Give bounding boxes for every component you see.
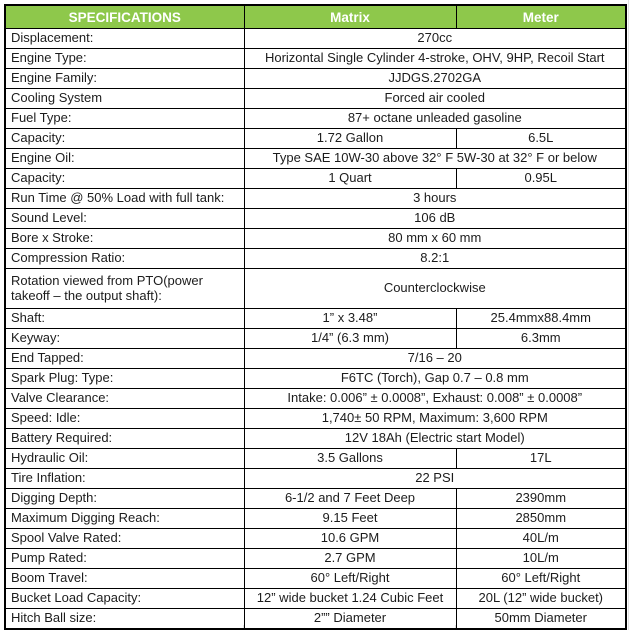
- spec-label: Spool Valve Rated:: [5, 529, 244, 549]
- spec-label: Valve Clearance:: [5, 389, 244, 409]
- table-row: [5, 229, 626, 249]
- spec-value-matrix: 1/4” (6.3 mm): [244, 329, 456, 349]
- spec-label: Engine Type:: [5, 49, 244, 69]
- spec-value-matrix: 2.7 GPM: [244, 549, 456, 569]
- spec-value-meter: 6.5L: [456, 129, 626, 149]
- table-row: [5, 429, 626, 449]
- spec-value-meter: 60° Left/Right: [456, 569, 626, 589]
- spec-value-combined: 270cc: [244, 29, 626, 49]
- spec-value-combined: 1,740± 50 RPM, Maximum: 3,600 RPM: [244, 409, 626, 429]
- spec-value-meter: 2390mm: [456, 489, 626, 509]
- table-row: [5, 149, 626, 169]
- spec-value-matrix: 3.5 Gallons: [244, 449, 456, 469]
- spec-value-combined: 8.2:1: [244, 249, 626, 269]
- spec-value-combined: 3 hours: [244, 189, 626, 209]
- table-row: [5, 569, 626, 589]
- spec-label: Spark Plug: Type:: [5, 369, 244, 389]
- spec-label: Shaft:: [5, 309, 244, 329]
- spec-value-combined: Forced air cooled: [244, 89, 626, 109]
- header-specifications: SPECIFICATIONS: [5, 5, 244, 29]
- table-row: [5, 49, 626, 69]
- table-row: [5, 309, 626, 329]
- spec-value-combined: 7/16 – 20: [244, 349, 626, 369]
- spec-value-combined: JJDGS.2702GA: [244, 69, 626, 89]
- table-row: [5, 329, 626, 349]
- spec-value-combined: F6TC (Torch), Gap 0.7 – 0.8 mm: [244, 369, 626, 389]
- table-header-row: [5, 5, 626, 29]
- table-row: [5, 389, 626, 409]
- spec-value-combined: 12V 18Ah (Electric start Model): [244, 429, 626, 449]
- spec-value-combined: 22 PSI: [244, 469, 626, 489]
- spec-label: Cooling System: [5, 89, 244, 109]
- spec-value-matrix: 60° Left/Right: [244, 569, 456, 589]
- spec-label: Capacity:: [5, 129, 244, 149]
- table-row: [5, 89, 626, 109]
- spec-label: Fuel Type:: [5, 109, 244, 129]
- header-matrix: Matrix: [244, 5, 456, 29]
- table-row: [5, 469, 626, 489]
- spec-value-matrix: 2”” Diameter: [244, 609, 456, 630]
- table-row: [5, 449, 626, 469]
- table-row: [5, 249, 626, 269]
- spec-value-matrix: 6-1/2 and 7 Feet Deep: [244, 489, 456, 509]
- table-row: [5, 269, 626, 309]
- spec-label: Engine Oil:: [5, 149, 244, 169]
- spec-table-body: [5, 29, 626, 630]
- spec-label: Speed: Idle:: [5, 409, 244, 429]
- spec-label: Capacity:: [5, 169, 244, 189]
- spec-label: Pump Rated:: [5, 549, 244, 569]
- spec-value-matrix: 1.72 Gallon: [244, 129, 456, 149]
- table-row: [5, 489, 626, 509]
- table-row: [5, 209, 626, 229]
- header-meter: Meter: [456, 5, 626, 29]
- spec-label: Bucket Load Capacity:: [5, 589, 244, 609]
- spec-label: Displacement:: [5, 29, 244, 49]
- spec-label: End Tapped:: [5, 349, 244, 369]
- spec-value-meter: 10L/m: [456, 549, 626, 569]
- spec-value-meter: 0.95L: [456, 169, 626, 189]
- table-row: [5, 589, 626, 609]
- spec-value-meter: 20L (12” wide bucket): [456, 589, 626, 609]
- spec-label: Compression Ratio:: [5, 249, 244, 269]
- spec-value-meter: 17L: [456, 449, 626, 469]
- table-row: [5, 609, 626, 630]
- spec-value-matrix: 1” x 3.48”: [244, 309, 456, 329]
- spec-value-combined: 87+ octane unleaded gasoline: [244, 109, 626, 129]
- specifications-table: [4, 4, 627, 630]
- table-row: [5, 169, 626, 189]
- spec-label: Run Time @ 50% Load with full tank:: [5, 189, 244, 209]
- spec-value-meter: 2850mm: [456, 509, 626, 529]
- spec-label: Keyway:: [5, 329, 244, 349]
- spec-value-meter: 6.3mm: [456, 329, 626, 349]
- table-row: [5, 369, 626, 389]
- excel-gridline-right: [628, 0, 629, 630]
- spec-label: Hydraulic Oil:: [5, 449, 244, 469]
- spec-label: Boom Travel:: [5, 569, 244, 589]
- spec-value-matrix: 1 Quart: [244, 169, 456, 189]
- spec-label: Tire Inflation:: [5, 469, 244, 489]
- table-row: [5, 109, 626, 129]
- table-row: [5, 349, 626, 369]
- table-row: [5, 129, 626, 149]
- spec-value-meter: 50mm Diameter: [456, 609, 626, 630]
- table-row: [5, 69, 626, 89]
- spec-label: Maximum Digging Reach:: [5, 509, 244, 529]
- spec-label: Bore x Stroke:: [5, 229, 244, 249]
- spec-value-combined: 106 dB: [244, 209, 626, 229]
- spec-value-combined: Horizontal Single Cylinder 4-stroke, OHV, 9HP, Recoil Start: [244, 49, 626, 69]
- spec-label: Battery Required:: [5, 429, 244, 449]
- table-row: [5, 549, 626, 569]
- spec-value-combined: 80 mm x 60 mm: [244, 229, 626, 249]
- spec-label: Digging Depth:: [5, 489, 244, 509]
- table-row: [5, 409, 626, 429]
- spec-label: Hitch Ball size:: [5, 609, 244, 630]
- table-row: [5, 509, 626, 529]
- spec-value-combined: Counterclockwise: [244, 269, 626, 309]
- spec-value-meter: 40L/m: [456, 529, 626, 549]
- spec-value-combined: Type SAE 10W-30 above 32° F 5W-30 at 32° F or below: [244, 149, 626, 169]
- spec-value-matrix: 12” wide bucket 1.24 Cubic Feet: [244, 589, 456, 609]
- spec-label: Sound Level:: [5, 209, 244, 229]
- table-row: [5, 189, 626, 209]
- spec-value-matrix: 9.15 Feet: [244, 509, 456, 529]
- table-row: [5, 29, 626, 49]
- spec-value-matrix: 10.6 GPM: [244, 529, 456, 549]
- spec-label: Rotation viewed from PTO(power takeoff – the output shaft):: [5, 269, 244, 309]
- spec-value-meter: 25.4mmx88.4mm: [456, 309, 626, 329]
- table-row: [5, 529, 626, 549]
- spec-label: Engine Family:: [5, 69, 244, 89]
- spec-value-combined: Intake: 0.006” ± 0.0008”, Exhaust: 0.008” ± 0.0008”: [244, 389, 626, 409]
